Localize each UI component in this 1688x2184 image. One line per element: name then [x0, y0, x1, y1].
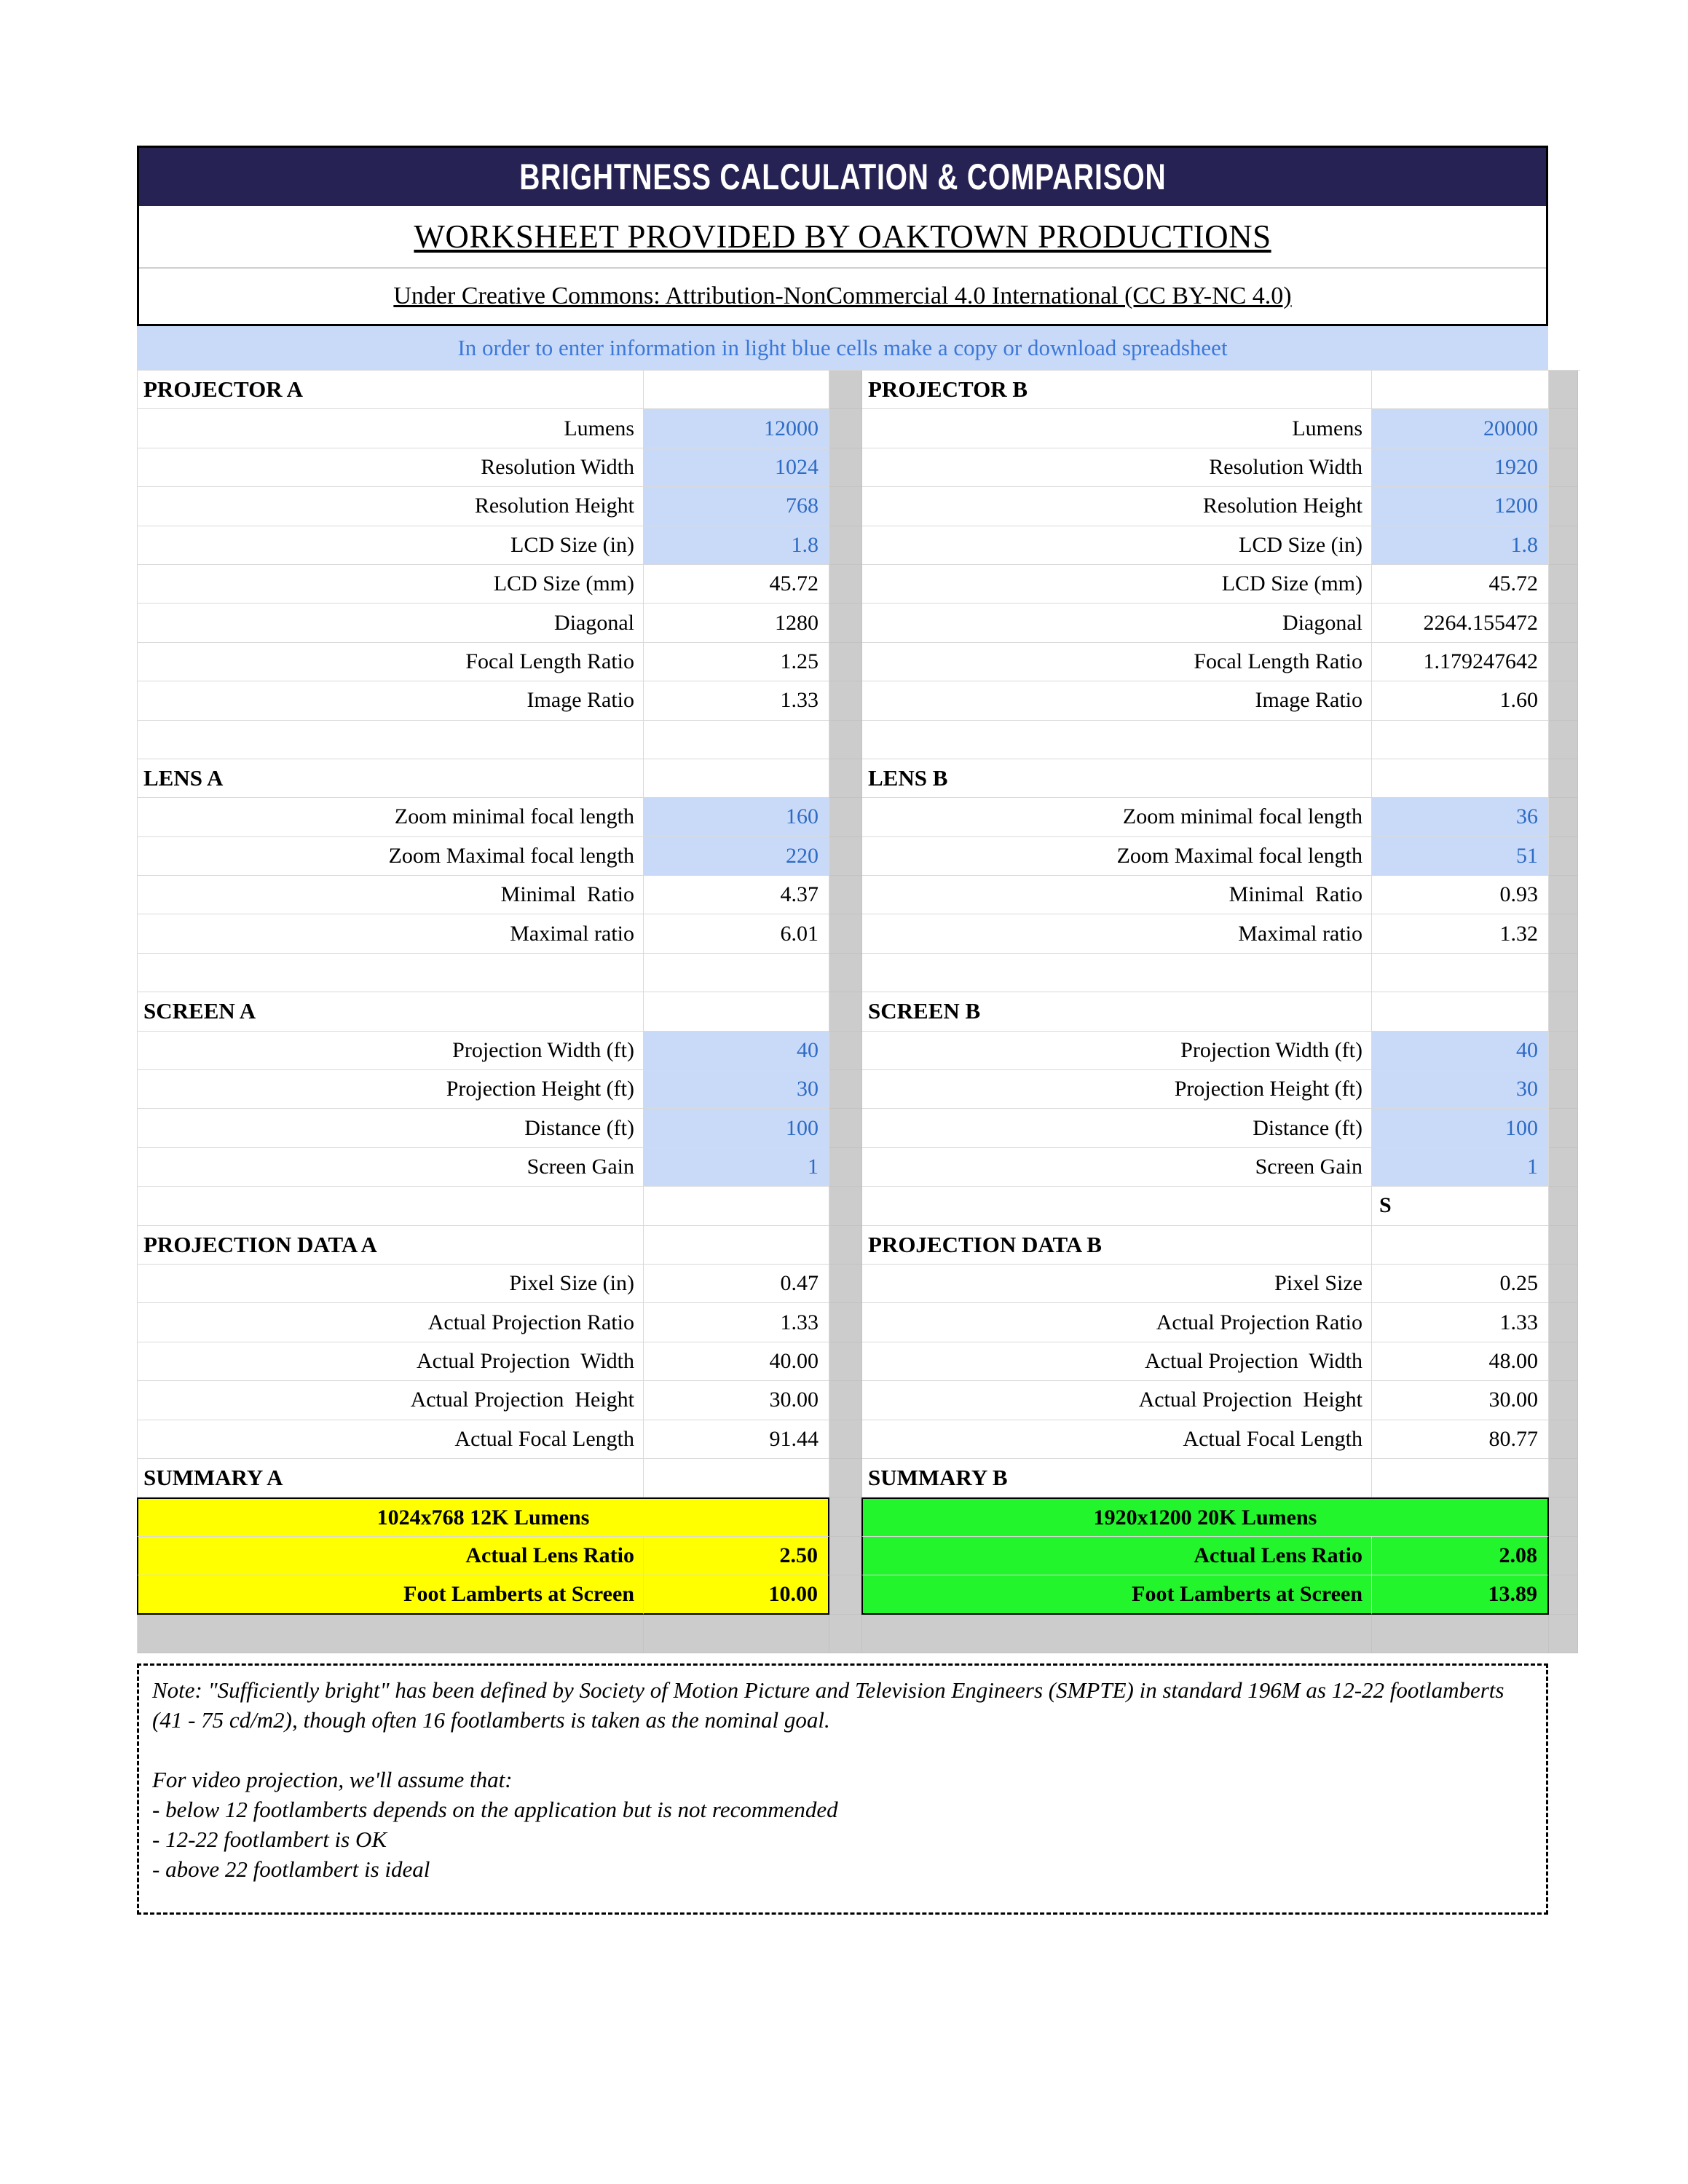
blank-cell — [1372, 371, 1549, 409]
b-zoom-min-focal-input[interactable]: 36 — [1372, 798, 1549, 836]
right-strip — [1549, 1070, 1578, 1109]
a-row-label: Maximal ratio — [138, 914, 644, 953]
divider-column — [829, 1381, 862, 1420]
instruction-text: In order to enter information in light blue cells make a copy or download spreadsheet — [457, 335, 1228, 360]
right-strip — [1549, 876, 1578, 914]
b-row-label: Actual Focal Length — [862, 1420, 1372, 1459]
note-bullet: - 12-22 footlambert is OK — [152, 1826, 387, 1852]
a-resolution-width-input[interactable]: 1024 — [644, 448, 829, 487]
b-row-label: Screen Gain — [862, 1148, 1372, 1187]
section-header-projector-b: PROJECTOR B — [862, 371, 1372, 409]
divider-column — [829, 1615, 862, 1653]
a-lcd-size-in-input[interactable]: 1.8 — [644, 526, 829, 565]
right-strip — [1549, 1342, 1578, 1381]
title-bar — [139, 148, 1546, 206]
blank-cell — [1372, 954, 1549, 992]
b-row-label: Actual Projection Ratio — [862, 1303, 1372, 1342]
a-computed-value: 45.72 — [644, 565, 829, 604]
subtitle-row — [139, 206, 1546, 269]
blank-cell — [138, 1187, 644, 1225]
divider-column — [829, 1148, 862, 1187]
divider-column — [829, 604, 862, 642]
a-distance-input[interactable]: 100 — [644, 1109, 829, 1147]
summary-b-lens-ratio-value: 2.08 — [1372, 1537, 1549, 1575]
note-bullet: - above 22 footlambert is ideal — [152, 1856, 430, 1882]
b-computed-value: 1.33 — [1372, 1303, 1549, 1342]
b-projection-width-input[interactable]: 40 — [1372, 1032, 1549, 1070]
a-computed-value: 1.33 — [644, 1303, 829, 1342]
a-row-label: Resolution Height — [138, 487, 644, 526]
instruction-banner — [137, 326, 1548, 370]
b-computed-value: 1.179247642 — [1372, 643, 1549, 681]
blank-cell — [1372, 1459, 1549, 1497]
divider-column — [829, 876, 862, 914]
right-strip — [1549, 643, 1578, 681]
b-row-label: LCD Size (in) — [862, 526, 1372, 565]
divider-column — [829, 371, 862, 409]
right-strip — [1549, 1381, 1578, 1420]
right-strip — [1549, 759, 1578, 798]
blank-cell — [644, 992, 829, 1031]
a-computed-value: 40.00 — [644, 1342, 829, 1381]
b-lcd-size-in-input[interactable]: 1.8 — [1372, 526, 1549, 565]
summary-a-lens-ratio-value: 2.50 — [644, 1537, 829, 1575]
right-strip — [1549, 1148, 1578, 1187]
b-screen-gain-input[interactable]: 1 — [1372, 1148, 1549, 1187]
b-row-label: Image Ratio — [862, 681, 1372, 720]
b-zoom-max-focal-input[interactable]: 51 — [1372, 837, 1549, 876]
right-strip — [1549, 371, 1578, 409]
a-row-label: Pixel Size (in) — [138, 1265, 644, 1303]
b-row-label: Lumens — [862, 409, 1372, 448]
gray-footer-cell — [1372, 1615, 1549, 1653]
a-row-label: Screen Gain — [138, 1148, 644, 1187]
divider-column — [829, 1537, 862, 1575]
a-zoom-min-focal-input[interactable]: 160 — [644, 798, 829, 836]
page-title: BRIGHTNESS CALCULATION & COMPARISON — [518, 157, 1167, 197]
b-row-label: Resolution Width — [862, 448, 1372, 487]
divider-column — [829, 1575, 862, 1614]
blank-cell — [1372, 721, 1549, 759]
right-strip — [1549, 1032, 1578, 1070]
blank-cell — [1372, 992, 1549, 1031]
divider-column — [829, 1497, 862, 1536]
divider-column — [829, 409, 862, 448]
right-strip — [1549, 1459, 1578, 1497]
right-strip — [1549, 914, 1578, 953]
divider-column — [829, 1459, 862, 1497]
blank-cell — [1372, 1226, 1549, 1265]
b-computed-value: 80.77 — [1372, 1420, 1549, 1459]
blank-cell — [138, 721, 644, 759]
a-row-label: LCD Size (mm) — [138, 565, 644, 604]
divider-column — [829, 837, 862, 876]
right-strip — [1549, 721, 1578, 759]
b-row-label: Distance (ft) — [862, 1109, 1372, 1147]
divider-column — [829, 1265, 862, 1303]
blank-cell — [862, 1187, 1372, 1225]
right-strip — [1549, 992, 1578, 1031]
right-strip — [1549, 1187, 1578, 1225]
b-distance-input[interactable]: 100 — [1372, 1109, 1549, 1147]
a-row-label: Projection Height (ft) — [138, 1070, 644, 1109]
section-header-projector-a: PROJECTOR A — [138, 371, 644, 409]
right-strip — [1549, 526, 1578, 565]
blank-cell — [644, 721, 829, 759]
gray-footer-cell — [862, 1615, 1372, 1653]
right-strip — [1549, 798, 1578, 836]
b-resolution-width-input[interactable]: 1920 — [1372, 448, 1549, 487]
worksheet-subtitle: WORKSHEET PROVIDED BY OAKTOWN PRODUCTIONS — [414, 218, 1271, 255]
b-lumens-input[interactable]: 20000 — [1372, 409, 1549, 448]
section-header-summary-b: SUMMARY B — [862, 1459, 1372, 1497]
summary-a-title: 1024x768 12K Lumens — [137, 1497, 829, 1536]
right-strip — [1549, 681, 1578, 720]
a-row-label: Lumens — [138, 409, 644, 448]
license-row — [139, 269, 1546, 324]
divider-column — [829, 448, 862, 487]
section-header-screen-b: SCREEN B — [862, 992, 1372, 1031]
b-row-label: Focal Length Ratio — [862, 643, 1372, 681]
a-computed-value: 6.01 — [644, 914, 829, 953]
summary-b-lens-ratio-label: Actual Lens Ratio — [861, 1537, 1372, 1575]
b-row-label: Zoom Maximal focal length — [862, 837, 1372, 876]
b-computed-value: 1.60 — [1372, 681, 1549, 720]
divider-column — [829, 914, 862, 953]
a-row-label: Projection Width (ft) — [138, 1032, 644, 1070]
divider-column — [829, 1303, 862, 1342]
smpte-note-box — [137, 1663, 1548, 1915]
b-row-label: Minimal Ratio — [862, 876, 1372, 914]
header-block — [137, 146, 1548, 326]
a-row-label: Actual Projection Ratio — [138, 1303, 644, 1342]
b-projection-height-input[interactable]: 30 — [1372, 1070, 1549, 1109]
right-strip — [1549, 1537, 1578, 1575]
gray-footer-cell — [644, 1615, 829, 1653]
summary-b-foot-lamberts-label: Foot Lamberts at Screen — [861, 1575, 1372, 1614]
right-strip — [1549, 1109, 1578, 1147]
blank-cell — [644, 1459, 829, 1497]
b-row-label: Zoom minimal focal length — [862, 798, 1372, 836]
divider-column — [829, 643, 862, 681]
right-strip — [1549, 1497, 1578, 1536]
a-row-label: Actual Projection Height — [138, 1381, 644, 1420]
a-screen-gain-input[interactable]: 1 — [644, 1148, 829, 1187]
a-computed-value: 4.37 — [644, 876, 829, 914]
b-computed-value: 30.00 — [1372, 1381, 1549, 1420]
divider-column — [829, 681, 862, 720]
right-strip — [1549, 448, 1578, 487]
a-projection-width-input[interactable]: 40 — [644, 1032, 829, 1070]
b-computed-value: 45.72 — [1372, 565, 1549, 604]
note-bullet: - below 12 footlamberts depends on the application but is not recommended — [152, 1796, 838, 1822]
right-strip — [1549, 409, 1578, 448]
divider-column — [829, 1109, 862, 1147]
right-strip — [1549, 1265, 1578, 1303]
a-row-label: Resolution Width — [138, 448, 644, 487]
a-projection-height-input[interactable]: 30 — [644, 1070, 829, 1109]
a-resolution-height-input[interactable]: 768 — [644, 487, 829, 526]
a-computed-value: 1280 — [644, 604, 829, 642]
right-strip — [1549, 954, 1578, 992]
right-strip — [1549, 565, 1578, 604]
divider-column — [829, 992, 862, 1031]
a-row-label: Actual Projection Width — [138, 1342, 644, 1381]
b-row-label: Projection Height (ft) — [862, 1070, 1372, 1109]
note-intro: For video projection, we'll assume that: — [152, 1766, 513, 1792]
divider-column — [829, 798, 862, 836]
blank-cell — [862, 721, 1372, 759]
b-resolution-height-input[interactable]: 1200 — [1372, 487, 1549, 526]
blank-cell — [644, 1187, 829, 1225]
summary-b-foot-lamberts-value: 13.89 — [1372, 1575, 1549, 1614]
section-header-lens-b: LENS B — [862, 759, 1372, 798]
a-lumens-input[interactable]: 12000 — [644, 409, 829, 448]
divider-column — [829, 1420, 862, 1459]
gray-footer-cell — [138, 1615, 644, 1653]
a-row-label: Image Ratio — [138, 681, 644, 720]
summary-b-title: 1920x1200 20K Lumens — [861, 1497, 1549, 1536]
b-row-label: Diagonal — [862, 604, 1372, 642]
blank-cell — [1372, 759, 1549, 798]
divider-column — [829, 487, 862, 526]
blank-cell — [644, 1226, 829, 1265]
b-row-label: Actual Projection Width — [862, 1342, 1372, 1381]
a-row-label: Actual Focal Length — [138, 1420, 644, 1459]
blank-cell — [862, 954, 1372, 992]
note-paragraph: Note: "Sufficiently bright" has been defined by Society of Motion Picture and Television Engineers (SMPTE) in standard 196M as 12-22 footlamberts (41 - 75 cd/m2), though often 16 footlamberts is taken as the nominal goal. — [152, 1677, 1504, 1733]
b-row-label: Resolution Height — [862, 487, 1372, 526]
right-strip — [1549, 1303, 1578, 1342]
divider-column — [829, 954, 862, 992]
divider-column — [829, 1070, 862, 1109]
section-header-lens-a: LENS A — [138, 759, 644, 798]
b-computed-value: 0.25 — [1372, 1265, 1549, 1303]
a-row-label: Zoom minimal focal length — [138, 798, 644, 836]
section-header-projection-data-b: PROJECTION DATA B — [862, 1226, 1372, 1265]
summary-a-foot-lamberts-label: Foot Lamberts at Screen — [137, 1575, 644, 1614]
a-row-label: Zoom Maximal focal length — [138, 837, 644, 876]
a-row-label: Minimal Ratio — [138, 876, 644, 914]
b-row-label: Actual Projection Height — [862, 1381, 1372, 1420]
note-spacer — [152, 1736, 1533, 1765]
right-strip — [1549, 604, 1578, 642]
a-row-label: LCD Size (in) — [138, 526, 644, 565]
a-computed-value: 30.00 — [644, 1381, 829, 1420]
right-strip — [1549, 1615, 1578, 1653]
stray-s-cell: S — [1372, 1187, 1549, 1225]
a-computed-value: 1.25 — [644, 643, 829, 681]
section-header-summary-a: SUMMARY A — [138, 1459, 644, 1497]
b-row-label: Projection Width (ft) — [862, 1032, 1372, 1070]
a-row-label: Diagonal — [138, 604, 644, 642]
worksheet-page — [137, 146, 1580, 1915]
section-header-projection-data-a: PROJECTION DATA A — [138, 1226, 644, 1265]
right-strip — [1549, 837, 1578, 876]
divider-column — [829, 1226, 862, 1265]
b-row-label: Maximal ratio — [862, 914, 1372, 953]
right-strip — [1549, 1575, 1578, 1614]
a-row-label: Focal Length Ratio — [138, 643, 644, 681]
a-computed-value: 1.33 — [644, 681, 829, 720]
divider-column — [829, 759, 862, 798]
license-text: Under Creative Commons: Attribution-NonCommercial 4.0 International (CC BY-NC 4.0) — [393, 282, 1292, 309]
divider-column — [829, 526, 862, 565]
b-row-label: LCD Size (mm) — [862, 565, 1372, 604]
divider-column — [829, 1342, 862, 1381]
b-row-label: Pixel Size — [862, 1265, 1372, 1303]
blank-cell — [644, 759, 829, 798]
b-computed-value: 2264.155472 — [1372, 604, 1549, 642]
right-strip — [1549, 1226, 1578, 1265]
b-computed-value: 48.00 — [1372, 1342, 1549, 1381]
divider-column — [829, 1187, 862, 1225]
section-header-screen-a: SCREEN A — [138, 992, 644, 1031]
divider-column — [829, 1032, 862, 1070]
blank-cell — [644, 371, 829, 409]
divider-column — [829, 565, 862, 604]
a-zoom-max-focal-input[interactable]: 220 — [644, 837, 829, 876]
right-strip — [1549, 1420, 1578, 1459]
a-computed-value: 91.44 — [644, 1420, 829, 1459]
b-computed-value: 1.32 — [1372, 914, 1549, 953]
blank-cell — [644, 954, 829, 992]
blank-cell — [138, 954, 644, 992]
a-row-label: Distance (ft) — [138, 1109, 644, 1147]
b-computed-value: 0.93 — [1372, 876, 1549, 914]
a-computed-value: 0.47 — [644, 1265, 829, 1303]
summary-a-lens-ratio-label: Actual Lens Ratio — [137, 1537, 644, 1575]
right-strip — [1549, 487, 1578, 526]
comparison-table — [137, 370, 1580, 1653]
summary-a-foot-lamberts-value: 10.00 — [644, 1575, 829, 1614]
divider-column — [829, 721, 862, 759]
